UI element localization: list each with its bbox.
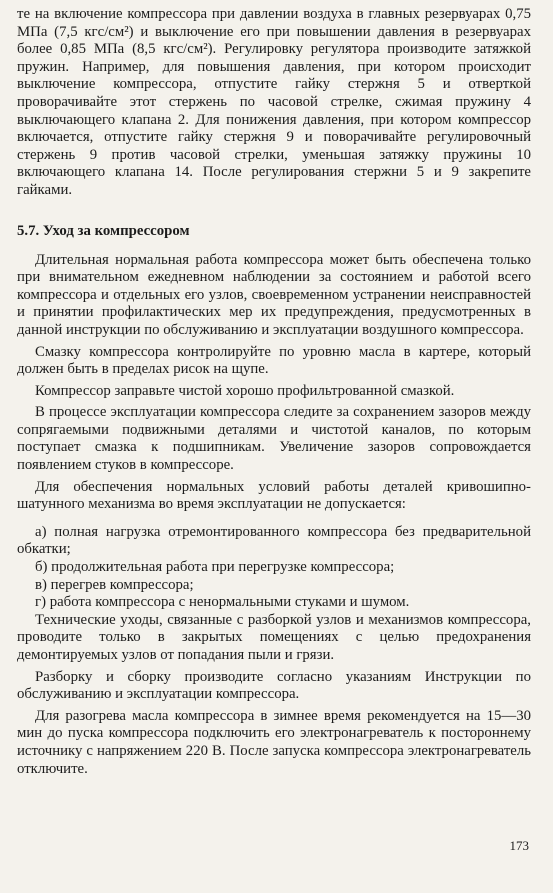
paragraph-4: В процессе эксплуатации компрессора следите за сохранением зазоров между сопрягаемыми подвижными деталями и чистотой каналов, по которым поступает смазка к подшипникам. Увеличение зазоров сопровождается появлением стуков в компрессоре. <box>17 404 531 474</box>
list-item-c: в) перегрев компрессора; <box>35 576 194 593</box>
restrictions-list <box>17 524 531 612</box>
page-number: 173 <box>509 838 529 853</box>
list-item-b: б) продолжительная работа при перегрузке компрессора; <box>35 559 395 576</box>
paragraph-5: Для обеспечения нормальных условий работы деталей кривошипно-шатунного механизма во время эксплуатации не допускается: <box>17 478 531 513</box>
list-item-a: а) полная нагрузка отремонтированного компрессора без предварительной обкатки; <box>17 523 531 558</box>
section-heading: 5.7. Уход за компрессором <box>17 222 190 239</box>
paragraph-8: Для разогрева масла компрессора в зимнее время рекомендуется на 15—30 мин до пуска компрессора подключить его электронагреватель к постороннему источнику с напряжением 220 В. После запуска компрессора электронагреватель отключите. <box>17 707 531 777</box>
paragraph-3: Компрессор заправьте чистой хорошо профильтрованной смазкой. <box>35 382 455 399</box>
intro-paragraph: те на включение компрессора при давлении воздуха в главных резервуарах 0,75 МПа (7,5 кгс/см²) и выключение его при повышении давления в резервуарах более 0,85 МПа (8,5 кгс/см²). Регулировку регулятора производите затяжкой пружин. Например, для повышения давления, при котором происходит выключение компрессора, отпустите гайку стержня 5 и отверткой проворачивайте этот стержень по часовой стрелке, сжимая пружину 4 выключающего клапана 2. Для понижения давления, при котором компрессор включается, отпустите гайку стержня 9 и поворачивайте регулировочный стержень 9 против часовой стрелки, уменьшая затяжку пружины 10 включающего клапана 14. После регулирования стержни 5 и 9 закрепите гайками. <box>17 6 531 198</box>
paragraph-2: Смазку компрессора контролируйте по уровню масла в картере, который должен быть в пределах рисок на щупе. <box>17 343 531 378</box>
paragraph-6: Технические уходы, связанные с разборкой узлов и механизмов компрессора, проводите только в закрытых помещениях с целью предохранения демонтируемых узлов от попадания пыли и грязи. <box>17 611 531 663</box>
paragraph-1: Длительная нормальная работа компрессора может быть обеспечена только при внимательном ежедневном наблюдении за состоянием и работой всего компрессора и отдельных его узлов, своевременном устранении неисправностей и принятии профилактических мер их предупреждения, предусмотренных в данной инструкции по обслуживанию и эксплуатации воздушного компрессора. <box>17 251 531 338</box>
list-item-d: г) работа компрессора с ненормальными стуками и шумом. <box>35 594 410 611</box>
paragraph-7: Разборку и сборку производите согласно указаниям Инструкции по обслуживанию и эксплуатации компрессора. <box>17 668 531 703</box>
